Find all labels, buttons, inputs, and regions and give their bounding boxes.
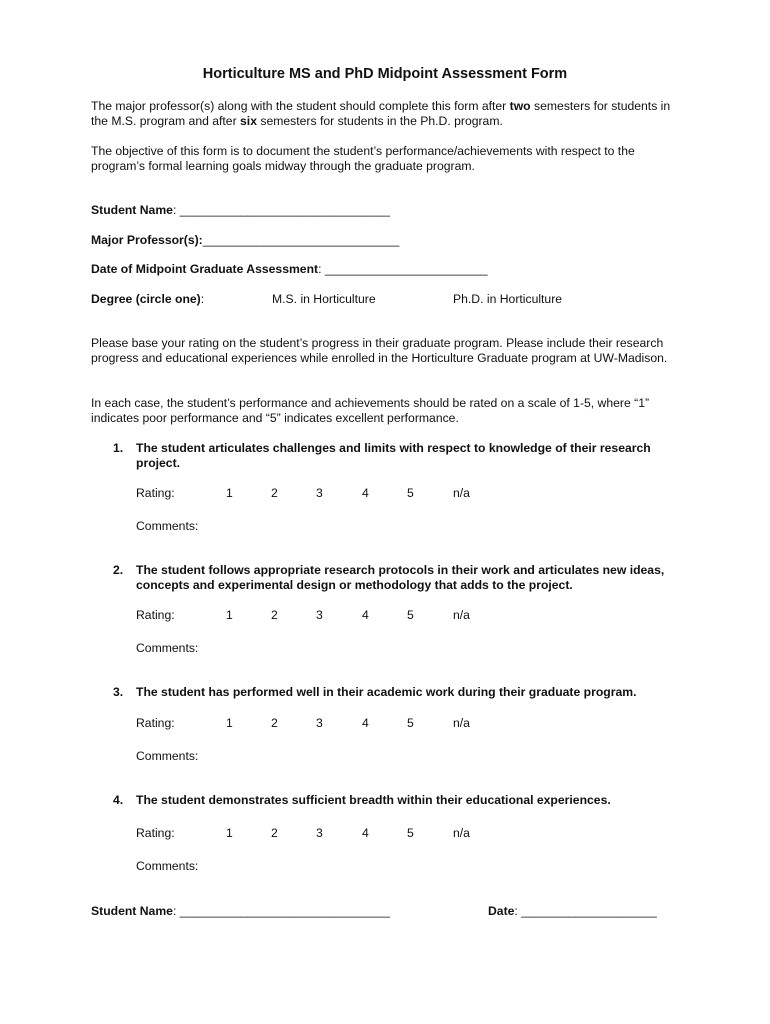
rating-option-4[interactable]: 4 (362, 486, 369, 500)
question-number: 1. (113, 441, 124, 455)
rating-option-na[interactable]: n/a (453, 826, 470, 840)
question-text: The student articulates challenges and limits with respect to knowledge of their research project. (136, 441, 651, 470)
question-number: 4. (113, 793, 124, 807)
instructions-paragraph-2: In each case, the student’s performance and achievements should be rated on a scale of 1-5, where “1” indicates poor performance and “5” indicates excellent performance. (91, 396, 650, 425)
degree-option-ms[interactable]: M.S. in Horticulture (272, 292, 376, 306)
intro-paragraph-2: The objective of this form is to document the student’s performance/achievements with respect to the program’s formal learning goals midway through the graduate program. (91, 144, 635, 173)
comments-label[interactable]: Comments: (136, 749, 199, 763)
rating-label: Rating: (136, 716, 175, 730)
rating-label: Rating: (136, 486, 175, 500)
rating-option-2[interactable]: 2 (271, 826, 278, 840)
student-name-field[interactable]: Student Name: _______________________________ (91, 203, 390, 217)
rating-option-1[interactable]: 1 (226, 608, 233, 622)
question-text: The student has performed well in their academic work during their graduate program. (136, 685, 637, 699)
comments-label[interactable]: Comments: (136, 859, 199, 873)
rating-label: Rating: (136, 608, 175, 622)
footer-date-field[interactable]: Date: ____________________ (488, 904, 657, 918)
comments-label[interactable]: Comments: (136, 519, 199, 533)
intro-paragraph-1: The major professor(s) along with the student should complete this form after two semesters for students in the M.S. program and after six semesters for students in the Ph.D. program. (91, 99, 671, 128)
rating-option-4[interactable]: 4 (362, 826, 369, 840)
rating-option-na[interactable]: n/a (453, 608, 470, 622)
rating-option-3[interactable]: 3 (316, 826, 323, 840)
rating-option-5[interactable]: 5 (407, 826, 414, 840)
rating-option-5[interactable]: 5 (407, 486, 414, 500)
rating-option-na[interactable]: n/a (453, 716, 470, 730)
degree-label: Degree (circle one): (91, 292, 205, 306)
rating-option-2[interactable]: 2 (271, 716, 278, 730)
question-number: 2. (113, 563, 124, 577)
rating-option-3[interactable]: 3 (316, 486, 323, 500)
question-text: The student follows appropriate research protocols in their work and articulates new ideas, concepts and experimental design or methodology that adds to the project. (136, 563, 665, 592)
rating-option-5[interactable]: 5 (407, 716, 414, 730)
assessment-date-field[interactable]: Date of Midpoint Graduate Assessment: ________________________ (91, 262, 488, 276)
rating-option-4[interactable]: 4 (362, 716, 369, 730)
rating-option-1[interactable]: 1 (226, 826, 233, 840)
page-title: Horticulture MS and PhD Midpoint Assessment Form (202, 66, 568, 82)
instructions-paragraph-1: Please base your rating on the student’s progress in their graduate program. Please include their research progress and educational experiences while enrolled in the Horticulture Graduate program at UW-Madison. (91, 336, 668, 365)
degree-option-phd[interactable]: Ph.D. in Horticulture (453, 292, 563, 306)
rating-option-5[interactable]: 5 (407, 608, 414, 622)
major-professor-field[interactable]: Major Professor(s):_____________________________ (91, 233, 400, 247)
footer-student-name-field[interactable]: Student Name: _______________________________ (91, 904, 390, 918)
rating-option-4[interactable]: 4 (362, 608, 369, 622)
rating-option-na[interactable]: n/a (453, 486, 470, 500)
rating-option-1[interactable]: 1 (226, 486, 233, 500)
rating-option-1[interactable]: 1 (226, 716, 233, 730)
rating-option-3[interactable]: 3 (316, 608, 323, 622)
question-text: The student demonstrates sufficient breadth within their educational experiences. (136, 793, 611, 807)
rating-option-2[interactable]: 2 (271, 608, 278, 622)
comments-label[interactable]: Comments: (136, 641, 199, 655)
rating-option-2[interactable]: 2 (271, 486, 278, 500)
rating-option-3[interactable]: 3 (316, 716, 323, 730)
question-number: 3. (113, 685, 124, 699)
rating-label: Rating: (136, 826, 175, 840)
